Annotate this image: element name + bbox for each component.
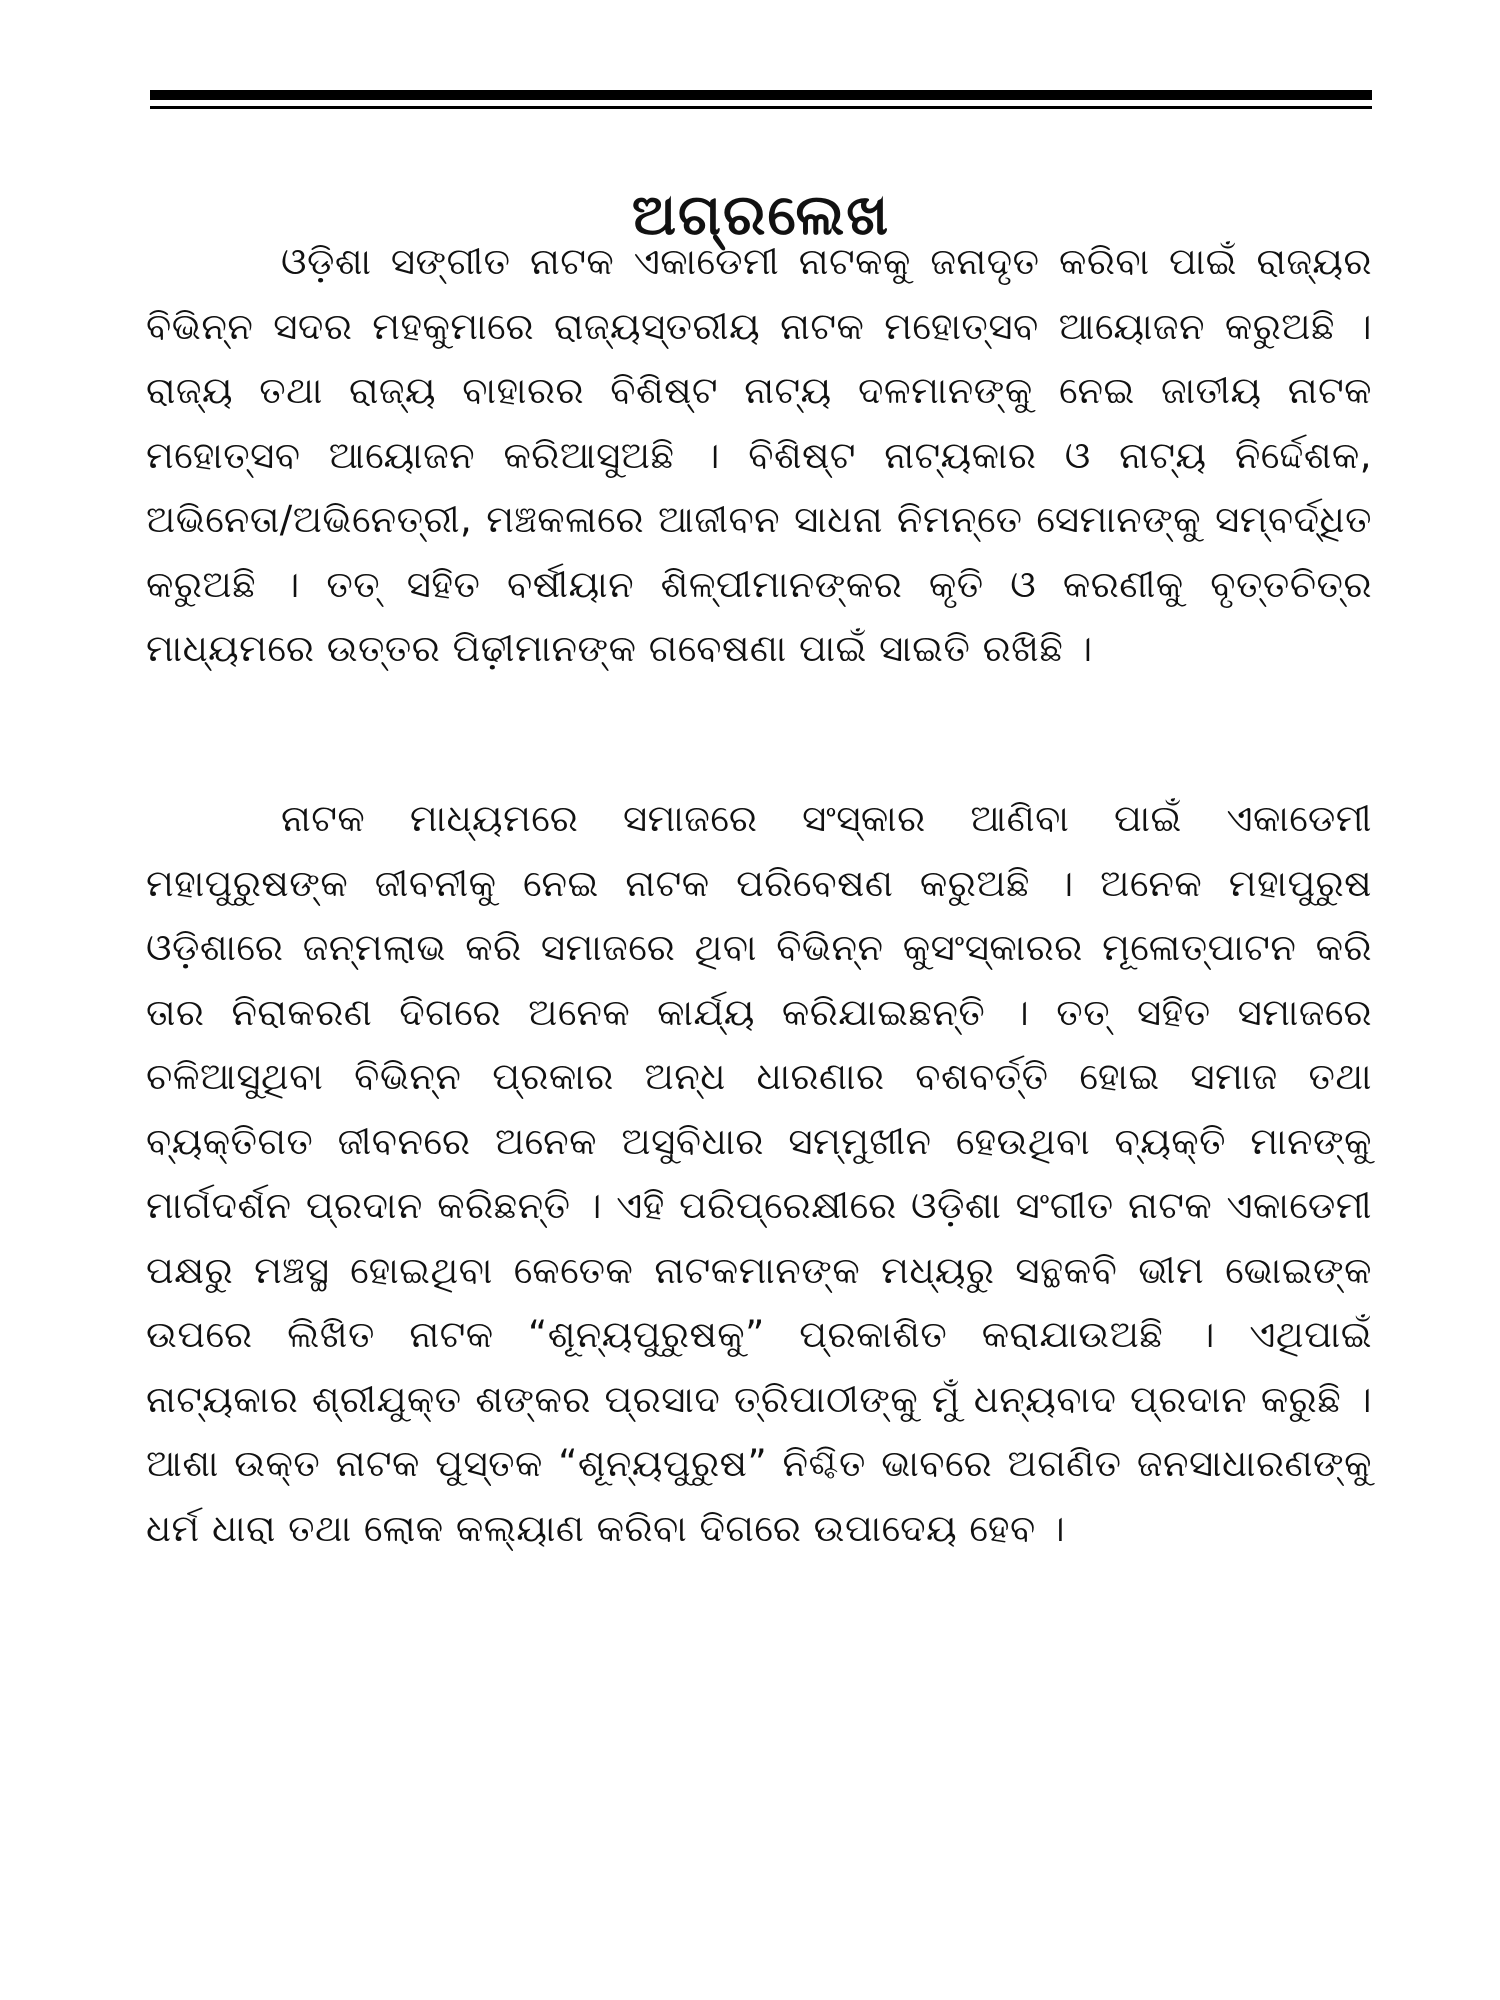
page-title: ଅଗ୍ରଲେଖ [631,182,891,248]
paragraph-1 [146,230,1372,682]
paragraph-2 [146,787,1372,1561]
header-rule-thin [150,106,1372,109]
paragraph-2-text: ନାଟକ ମାଧ୍ୟମରେ ସମାଜରେ ସଂସ୍କାର ଆଣିବା ପାଇଁ ଏକାଡେମୀ ମହାପୁରୁଷଙ୍କ ଜୀବନୀକୁ ନେଇ ନାଟକ ପରିବେଷଣ କରୁଅଛି । ଅନେକ ମହାପୁରୁଷ ଓଡ଼ିଶାରେ ଜନ୍ମଲାଭ କରି ସମାଜରେ ଥିବା ବିଭିନ୍ନ କୁସଂସ୍କାରର ମୂଳୋତ୍ପାଟନ କରି ତାର ନିରାକରଣ ଦିଗରେ ଅନେକ କାର୍ଯ୍ୟ କରିଯାଇଛନ୍ତି । ତତ୍ ସହିତ ସମାଜରେ ଚଳିଆସୁଥିବା ବିଭିନ୍ନ ପ୍ରକାର ଅନ୍ଧ ଧାରଣାର ବଶବର୍ତ୍ତି ହୋଇ ସମାଜ ତଥା ବ୍ୟକ୍ତିଗତ ଜୀବନରେ ଅନେକ ଅସୁବିଧାର ସମ୍ମୁଖୀନ ହେଉଥିବା ବ୍ୟକ୍ତି ମାନଙ୍କୁ ମାର୍ଗଦର୍ଶନ ପ୍ରଦାନ କରିଛନ୍ତି । ଏହି ପରିପ୍ରେକ୍ଷୀରେ ଓଡ଼ିଶା ସଂଗୀତ ନାଟକ ଏକାଡେମୀ ପକ୍ଷରୁ ମଞ୍ଚସ୍ଥ ହୋଇଥିବା କେତେକ ନାଟକମାନଙ୍କ ମଧ୍ୟରୁ ସନ୍ଥକବି ଭୀମ ଭୋଇଙ୍କ ଉପରେ ଲିଖିତ ନାଟକ “ଶୂନ୍ୟପୁରୁଷକୁ” ପ୍ରକାଶିତ କରାଯାଉଅଛି । ଏଥିପାଇଁ ନାଟ୍ୟକାର ଶ୍ରୀଯୁକ୍ତ ଶଙ୍କର ପ୍ରସାଦ ତ୍ରିପାଠୀଙ୍କୁ ମୁଁ ଧନ୍ୟବାଦ ପ୍ରଦାନ କରୁଛି । ଆଶା ଉକ୍ତ ନାଟକ ପୁସ୍ତକ “ଶୂନ୍ୟପୁରୁଷ” ନିଶ୍ଚିତ ଭାବରେ ଅଗଣିତ ଜନସାଧାରଣଙ୍କୁ ଧର୍ମ ଧାରା ତଥା ଲୋକ କଲ୍ୟାଣ କରିବା ଦିଗରେ ଉପାଦେୟ ହେବ । [146,797,1372,1550]
paragraph-1-text: ଓଡ଼ିଶା ସଙ୍ଗୀତ ନାଟକ ଏକାଡେମୀ ନାଟକକୁ ଜନାଦୃତ କରିବା ପାଇଁ ରାଜ୍ୟର ବିଭିନ୍ନ ସଦର ମହକୁମାରେ ରାଜ୍ୟସ୍ତରୀୟ ନାଟକ ମହୋତ୍ସବ ଆୟୋଜନ କରୁଅଛି । ରାଜ୍ୟ ତଥା ରାଜ୍ୟ ବାହାରର ବିଶିଷ୍ଟ ନାଟ୍ୟ ଦଳମାନଙ୍କୁ ନେଇ ଜାତୀୟ ନାଟକ ମହୋତ୍ସବ ଆୟୋଜନ କରିଆସୁଅଛି । ବିଶିଷ୍ଟ ନାଟ୍ୟକାର ଓ ନାଟ୍ୟ ନିର୍ଦ୍ଦେଶକ, ଅଭିନେତା/ଅଭିନେତ୍ରୀ, ମଞ୍ଚକଳାରେ ଆଜୀବନ ସାଧନା ନିମନ୍ତେ ସେମାନଙ୍କୁ ସମ୍ବର୍ଦ୍ଧିତ କରୁଅଛି । ତତ୍ ସହିତ ବର୍ଷୀୟାନ ଶିଳ୍ପୀମାନଙ୍କର କୃତି ଓ କରଣୀକୁ ବୃତ୍ତଚିତ୍ର ମାଧ୍ୟମରେ ଉତ୍ତର ପିଢ଼ୀମାନଙ୍କ ଗବେଷଣା ପାଇଁ ସାଇତି ରଖିଛି । [146,240,1372,670]
header-rule-thick [150,90,1372,100]
